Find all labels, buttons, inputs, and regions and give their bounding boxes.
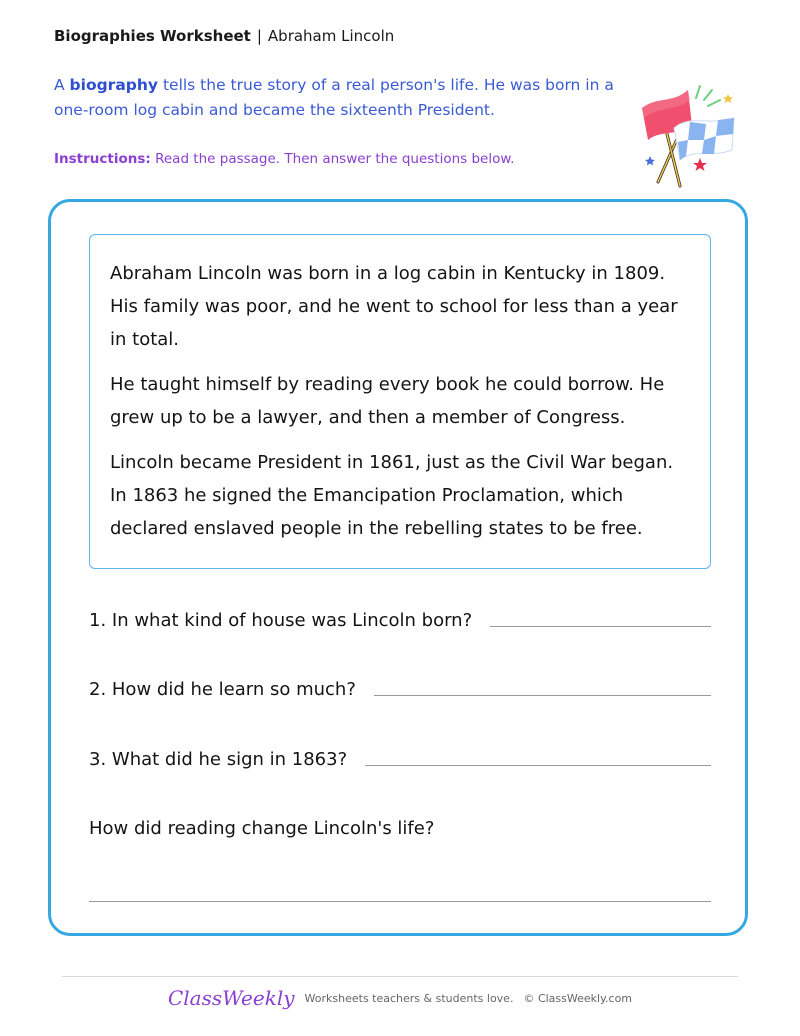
question-3-answer-line[interactable] xyxy=(365,764,711,766)
question-3-text: 3. What did he sign in 1863? xyxy=(89,749,348,770)
header-separator: | xyxy=(256,27,262,45)
passage-paragraph-2: He taught himself by reading every book he could borrow. He grew up to be a lawyer, and then a member of Congress. xyxy=(110,374,665,428)
instructions-text: Read the passage. Then answer the questions below. xyxy=(150,151,515,167)
question-3 xyxy=(89,749,711,770)
question-1-answer-line[interactable] xyxy=(490,625,711,627)
worksheet-title: Biographies Worksheet xyxy=(54,27,251,45)
footer-brand-logo: ClassWeekly xyxy=(167,986,295,1010)
question-1 xyxy=(89,610,711,631)
passage-paragraph-1: Abraham Lincoln was born in a log cabin in Kentucky in 1809. His family was poor, and he went to school for less than a year in total. xyxy=(110,263,678,350)
footer-tagline: Worksheets teachers & students love. xyxy=(304,991,514,1005)
intro-text xyxy=(54,73,614,123)
worksheet-header xyxy=(54,27,394,45)
intro-prefix: A xyxy=(54,76,70,94)
instructions xyxy=(54,151,514,167)
intro-rest: tells the true story of a real person's life. He was born in a one-room log cabin and became the sixteenth President. xyxy=(54,76,614,119)
open-question-answer-line[interactable] xyxy=(89,901,711,902)
question-2-answer-line[interactable] xyxy=(374,694,711,696)
open-question: How did reading change Lincoln's life? xyxy=(89,818,435,839)
intro-keyword: biography xyxy=(69,76,159,94)
footer xyxy=(0,986,800,1010)
question-2-text: 2. How did he learn so much? xyxy=(89,679,356,700)
footer-divider xyxy=(62,976,738,977)
crossed-flags-icon xyxy=(630,78,750,194)
worksheet-subject: Abraham Lincoln xyxy=(267,27,395,45)
instructions-label: Instructions: xyxy=(54,151,151,167)
question-1-text: 1. In what kind of house was Lincoln born? xyxy=(89,610,473,631)
reading-passage xyxy=(89,234,711,569)
footer-copyright: © ClassWeekly.com xyxy=(523,991,633,1005)
passage-paragraph-3: Lincoln became President in 1861, just as the Civil War began. In 1863 he signed the Emancipation Proclamation, which declared enslaved people in the rebelling states to be free. xyxy=(110,452,674,539)
question-2 xyxy=(89,679,711,700)
